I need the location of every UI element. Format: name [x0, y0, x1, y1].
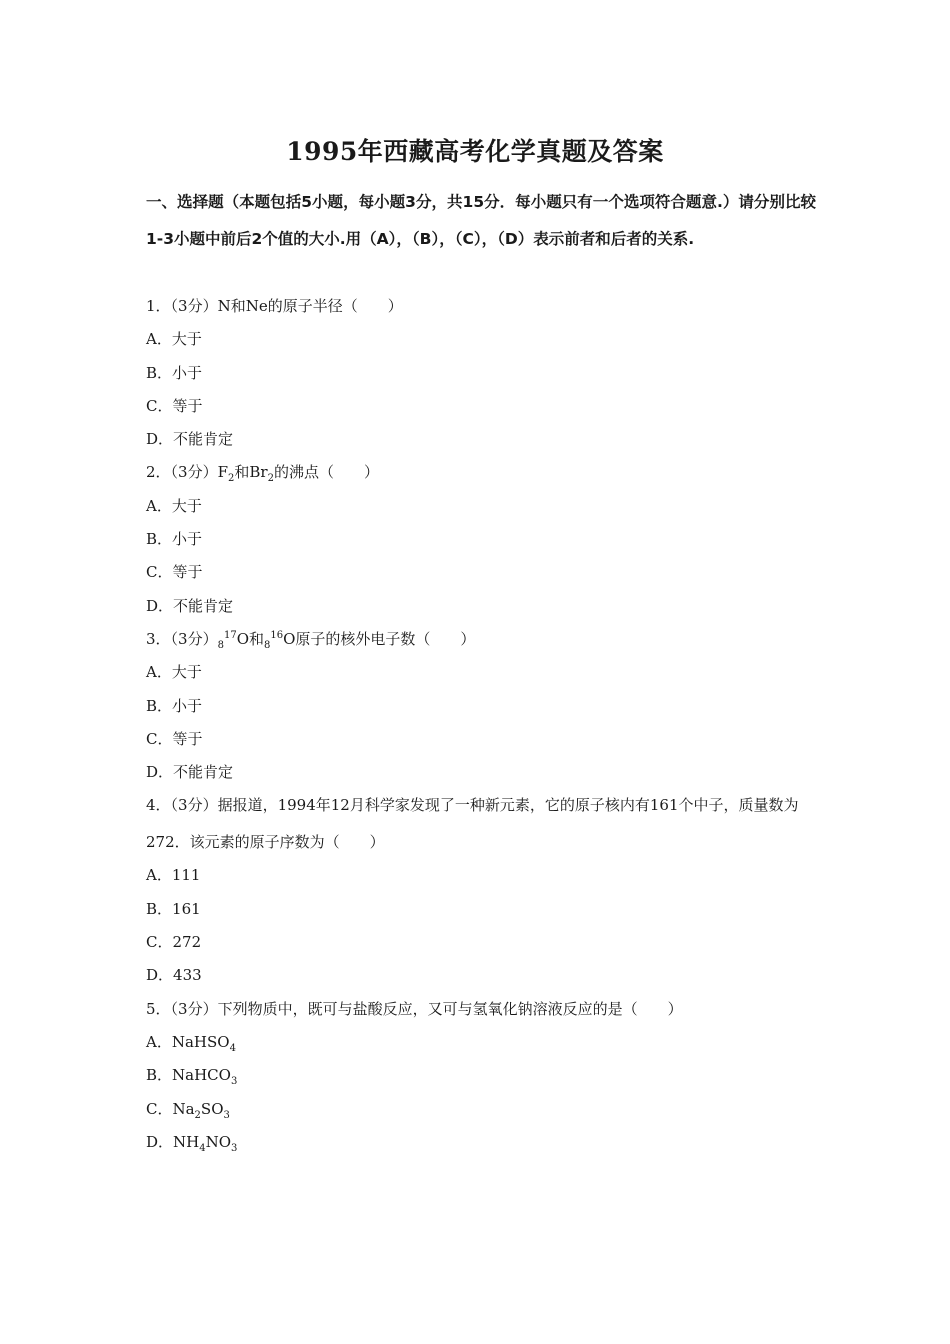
section-heading: 一、选择题（本题包括5小题，每小题3分，共15分．每小题只有一个选项符合题意.）请分别比较1-3小题中前后2个值的大小.用（A），（B），（C），（D）表示前者和后者的关系.	[146, 193, 816, 248]
question-5-stem: 5．（3分）下列物质中，既可与盐酸反应，又可与氢氧化钠溶液反应的是（ ）	[146, 999, 683, 1018]
question-5-option-c: C．$Na_2SO_3$	[146, 1099, 230, 1121]
question-5-option-a: A．NaHSO$_4$	[146, 1032, 236, 1054]
question-1-stem: 1．（3分）N和Ne的原子半径（ ）	[146, 297, 403, 315]
question-list	[146, 290, 816, 1159]
question-3-option-d: D．不能肯定	[146, 763, 234, 782]
question-3-option-b: B．小于	[146, 696, 203, 715]
question-2-option-b: B．小于	[146, 530, 203, 549]
question-4-stem: 4．（3分）据报道，1994年12月科学家发现了一种新元素，它的原子核内有161个中子，质量数为272．该元素的原子序数为（ ）	[146, 796, 799, 852]
question-2-option-d: D．不能肯定	[146, 596, 234, 615]
question-1-option-c: C．等于	[146, 396, 203, 415]
question-3-stem: 3．（3分）$_8^{17}O$和$_8^{16}$O原子的核外电子数（ ）	[146, 629, 476, 651]
question-2-stem: 2．（3分）$F_2$和$Br_2$的沸点（ ）	[146, 463, 379, 485]
question-4-option-b: B．161	[146, 899, 201, 918]
question-5-option-d: D．$NH_4NO_3$	[146, 1132, 238, 1154]
question-4-option-a: A．111	[146, 866, 201, 885]
question-3-option-c: C．等于	[146, 729, 203, 748]
question-1-option-d: D．不能肯定	[146, 430, 234, 449]
question-1-option-a: A．大于	[146, 330, 202, 349]
question-3-option-a: A．大于	[146, 663, 202, 682]
question-4-option-c: C．272	[146, 933, 202, 952]
page-title: 1995年西藏高考化学真题及答案	[286, 137, 664, 166]
question-4-option-d: D．433	[146, 966, 202, 985]
question-5-option-b: B．NaHCO$_3$	[146, 1066, 238, 1088]
question-1-option-b: B．小于	[146, 363, 203, 382]
question-2-option-c: C．等于	[146, 563, 203, 582]
question-2-option-a: A．大于	[146, 496, 202, 515]
